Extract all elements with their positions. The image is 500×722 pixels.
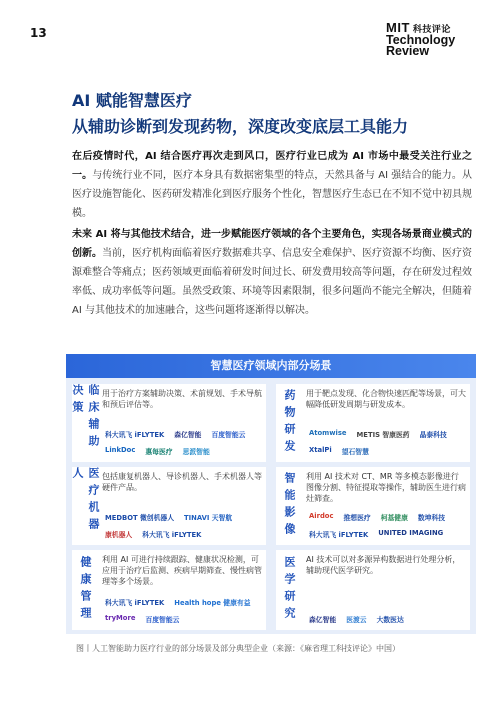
page-number: 13 — [30, 26, 47, 40]
company-logo: LinkDoc — [105, 446, 136, 454]
scenario-label-text: 智能影像 — [283, 472, 296, 540]
company-logo: 晶泰科技 — [419, 431, 447, 439]
scenario-cell — [276, 550, 470, 630]
company-logo: MEDBOT 微创机器人 — [105, 514, 174, 522]
paragraph-1-body: 与传统行业不同，医疗本身具有数据密集型的特点，天然具备与 AI 强结合的能力。从医疗设施智能化、医药研发精准化到医疗服务个性化，智慧医疗生态已在不知不觉中初具规模。 — [72, 170, 472, 219]
scenario-label-text: 健康管理 — [79, 556, 92, 624]
figure-title: 智慧医疗领域内部分场景 — [66, 354, 476, 378]
logo-technology: Technology — [386, 33, 456, 47]
scenario-cell — [72, 467, 266, 545]
scenario-cell — [276, 467, 470, 545]
scenario-label-text: 医疗机器人 — [71, 467, 100, 535]
mit-tr-logo — [386, 22, 482, 57]
scenario-description: 包括康复机器人、导诊机器人、手术机器人等硬件产品。 — [102, 472, 262, 492]
company-logos — [306, 612, 466, 626]
figure-caption: 图丨人工智能助力医疗行业的部分场景及部分典型企业（来源：《麻省理工科技评论》中国） — [76, 644, 400, 653]
company-logo: 医渡云 — [346, 616, 367, 624]
scenario-cell — [72, 384, 266, 462]
company-logo: 惠每医疗 — [145, 448, 173, 456]
logo-cn: 科技评论 — [412, 24, 451, 34]
company-logo: 科大讯飞 iFLYTEK — [105, 599, 165, 607]
scenario-label — [72, 550, 98, 630]
scenario-description: 用于靶点发现、化合物快速匹配等场景，可大幅降低研发周期与研发成本。 — [306, 389, 466, 409]
scenario-figure — [66, 354, 476, 634]
scenario-label-text: 医学研究 — [283, 556, 296, 624]
company-logo: 百度智能云 — [211, 431, 246, 439]
section-title — [72, 88, 470, 137]
company-logo: Airdoc — [309, 512, 334, 520]
company-logo: Atomwise — [309, 429, 347, 437]
scenario-label-text: 临床辅助决策 — [71, 384, 100, 452]
scenario-cell — [72, 550, 266, 630]
scenario-description: 利用 AI 技术对 CT、MR 等多模态影像进行图像分割、特征提取等操作，辅助医生进行病灶筛查。 — [306, 472, 466, 503]
scenario-description: 利用 AI 可进行持续跟踪、健康状况检测，可应用于治疗后监测、疾病早期筛查、慢性病管理等多个场景。 — [102, 555, 262, 586]
company-logo: 百度智能云 — [145, 616, 180, 624]
company-logos — [102, 595, 262, 626]
scenario-label — [276, 467, 302, 545]
paragraph-2-lead: 未来 AI 将与其他技术结合，进一步赋能医疗领域的各个主要角色，实现各场景商业模式的创新。 — [72, 229, 472, 259]
paragraph-2-body: 当前，医疗机构面临着医疗数据难共享、信息安全难保护、医疗资源不均衡、医疗资源难整合等痛点；医药领域更面临着研发时间过长、研发费用较高等问题，存在研发过程效率低、成功率低等问题。虽然受政策、环境等因素限制，很多问题尚不能完全解决，但随着 AI 与其他技术的加速融合，这些问题将逐渐得以解决。 — [72, 248, 472, 316]
paragraph-1 — [72, 147, 472, 223]
company-logos — [306, 427, 466, 458]
title-line-2: 从辅助诊断到发现药物，深度改变底层工具能力 — [72, 117, 409, 136]
scenario-label — [276, 384, 302, 462]
company-logo: 推想医疗 — [343, 514, 371, 522]
paragraph-1-lead: 在后疫情时代，AI 结合医疗再次走到风口，医疗行业已成为 AI 市场中最受关注行业之一。 — [72, 151, 472, 181]
scenario-description: AI 技术可以对多源异构数据进行处理分析，辅助现代医学研究。 — [306, 555, 461, 575]
company-logo: 科大讯飞 iFLYTEK — [309, 531, 369, 539]
company-logo: 森亿智能 — [174, 431, 202, 439]
scenario-label — [72, 384, 98, 462]
company-logo: TINAVI 天智航 — [184, 514, 233, 522]
logo-review: Review — [386, 44, 430, 58]
company-logo: 望石智慧 — [341, 448, 369, 456]
company-logo: tryMore — [105, 614, 136, 622]
company-logo: XtalPi — [309, 446, 332, 454]
company-logo: 科大讯飞 iFLYTEK — [142, 531, 202, 539]
company-logo: 数坤科技 — [417, 514, 446, 522]
company-logo: 大数医达 — [376, 616, 404, 624]
scenario-cell — [276, 384, 470, 462]
scenario-label-text: 药物研发 — [283, 389, 296, 457]
company-logo: METIS 智康医药 — [356, 431, 410, 439]
title-line-1: AI 赋能智慧医疗 — [72, 91, 192, 110]
company-logos — [102, 427, 262, 458]
company-logo: 森亿智能 — [309, 616, 337, 624]
company-logos — [306, 510, 466, 541]
scenario-description: 用于治疗方案辅助决策、术前规划、手术导航和预后评估等。 — [102, 389, 262, 409]
company-logo: 柯基健康 — [380, 514, 408, 522]
company-logo: UNITED IMAGING — [378, 529, 444, 537]
scenario-label — [72, 467, 98, 545]
company-logos — [102, 510, 262, 541]
paragraph-2 — [72, 225, 472, 320]
company-logo: 思派智能 — [182, 448, 210, 456]
company-logo: Health hope 健康有益 — [174, 599, 251, 607]
scenario-label — [276, 550, 302, 630]
logo-mit: MIT — [386, 20, 410, 35]
company-logo: 康机器人 — [105, 531, 133, 539]
company-logo: 科大讯飞 iFLYTEK — [105, 431, 165, 439]
